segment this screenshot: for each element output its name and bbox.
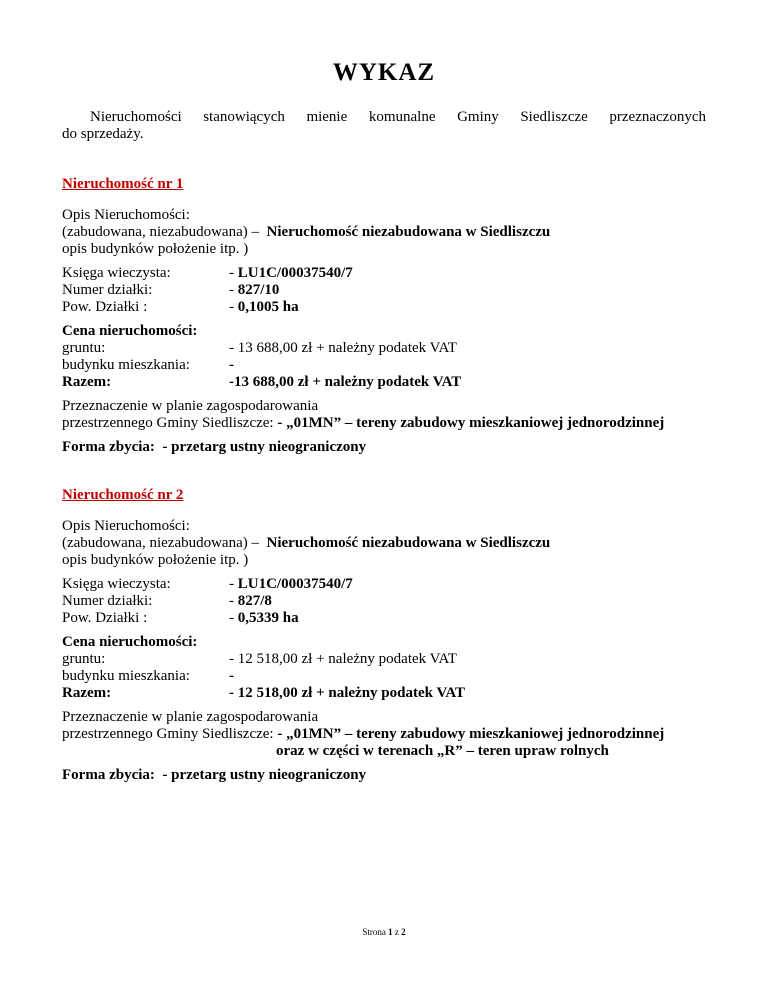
kw-value-wrap: - LU1C/00037540/7 (229, 265, 353, 281)
desc-line (62, 224, 706, 241)
razem-label: Razem: (62, 685, 112, 701)
price-label (62, 634, 706, 651)
intro-word: mienie (306, 109, 348, 125)
row-razem (62, 374, 706, 391)
dz-label: Numer działki: (62, 593, 153, 609)
intro-word: Siedliszcze (520, 109, 588, 125)
plan-line-1: Przeznaczenie w planie zagospodarowania (62, 398, 319, 414)
desc-value: Nieruchomość niezabudowana w Siedliszczu (266, 535, 551, 551)
desc-prefix: (zabudowana, niezabudowana) – (62, 224, 259, 240)
price-label-text: Cena nieruchomości: (62, 323, 198, 339)
row-pow (62, 299, 706, 316)
pow-label: Pow. Działki : (62, 299, 148, 315)
price-label-text: Cena nieruchomości: (62, 634, 198, 650)
price-label (62, 323, 706, 340)
row-dz (62, 282, 706, 299)
desc-prefix: (zabudowana, niezabudowana) – (62, 535, 259, 551)
grunt-value: - 13 688,00 zł + należny podatek VAT (229, 340, 457, 356)
price-group (62, 634, 706, 702)
property-section-1 (62, 176, 706, 456)
land-register-group (62, 265, 706, 316)
plan-line-1: Przeznaczenie w planie zagospodarowania (62, 709, 319, 725)
dz-value: 827/8 (237, 593, 272, 609)
row-razem (62, 685, 706, 702)
land-register-group (62, 576, 706, 627)
razem-label: Razem: (62, 374, 112, 390)
kw-value: LU1C/00037540/7 (237, 265, 353, 281)
dz-value: 827/10 (237, 282, 280, 298)
intro-word: komunalne (368, 109, 436, 125)
kw-value: LU1C/00037540/7 (237, 576, 353, 592)
kw-label: Księga wieczysta: (62, 576, 171, 592)
row-bud (62, 357, 706, 374)
footer-total: 2 (401, 927, 406, 937)
razem-value: - 12 518,00 zł + należny podatek VAT (229, 685, 466, 701)
grunt-label: gruntu: (62, 651, 106, 667)
pow-label: Pow. Działki : (62, 610, 148, 626)
plan-value: - „01MN” – tereny zabudowy mieszkaniowej jednorodzinnej (277, 726, 665, 742)
bud-label: budynku mieszkania: (62, 668, 190, 684)
property-description (62, 207, 706, 258)
row-kw (62, 576, 706, 593)
grunt-value: - 12 518,00 zł + należny podatek VAT (229, 651, 457, 667)
intro-word: Nieruchomości (90, 109, 182, 125)
razem-value: -13 688,00 zł + należny podatek VAT (229, 374, 462, 390)
plan-value: - „01MN” – tereny zabudowy mieszkaniowej jednorodzinnej (277, 415, 665, 431)
intro-line-2: do sprzedaży. (62, 126, 144, 142)
footer-page: 1 (388, 927, 393, 937)
intro-word: stanowiących (203, 109, 285, 125)
desc-label: Opis Nieruchomości: (62, 518, 190, 534)
pow-value: 0,5339 ha (237, 610, 299, 626)
bud-value: - (229, 668, 234, 684)
property-section-2 (62, 487, 706, 784)
pow-value-wrap: - 0,5339 ha (229, 610, 299, 626)
plan-group (62, 709, 706, 760)
footer-prefix: Strona (362, 927, 386, 937)
desc-value: Nieruchomość niezabudowana w Siedliszczu (266, 224, 551, 240)
property-heading: Nieruchomość nr 2 (62, 487, 184, 503)
intro-word: Gminy (457, 109, 499, 125)
desc-line-3: opis budynków położenie itp. ) (62, 552, 249, 568)
forma-label: Forma zbycia: (62, 439, 155, 455)
forma-value: - przetarg ustny nieograniczony (162, 439, 367, 455)
kw-value-wrap: - LU1C/00037540/7 (229, 576, 353, 592)
plan-group (62, 398, 706, 432)
page-footer (0, 924, 768, 941)
forma-label: Forma zbycia: (62, 767, 155, 783)
row-grunt (62, 340, 706, 357)
dz-value-wrap: - 827/10 (229, 282, 280, 298)
row-bud (62, 668, 706, 685)
pow-value: 0,1005 ha (237, 299, 299, 315)
forma-line (62, 439, 706, 456)
desc-line-3: opis budynków położenie itp. ) (62, 241, 249, 257)
dz-label: Numer działki: (62, 282, 153, 298)
plan-extra: oraz w części w terenach „R” – teren upraw rolnych (276, 743, 609, 759)
plan-line-2 (62, 415, 706, 432)
grunt-label: gruntu: (62, 340, 106, 356)
bud-value: - (229, 357, 234, 373)
plan-line-3 (62, 743, 706, 760)
plan-line-2 (62, 726, 706, 743)
desc-line (62, 535, 706, 552)
footer-sep: z (394, 927, 399, 937)
plan-prefix: przestrzennego Gminy Siedliszcze: (62, 726, 274, 742)
forma-line (62, 767, 706, 784)
intro-word: przeznaczonych (609, 109, 706, 125)
property-description (62, 518, 706, 569)
forma-value: - przetarg ustny nieograniczony (162, 767, 367, 783)
bud-label: budynku mieszkania: (62, 357, 190, 373)
pow-value-wrap: - 0,1005 ha (229, 299, 299, 315)
document-title: WYKAZ (332, 59, 436, 86)
dz-value-wrap: - 827/8 (229, 593, 272, 609)
intro-paragraph (62, 109, 706, 143)
plan-prefix: przestrzennego Gminy Siedliszcze: (62, 415, 274, 431)
row-kw (62, 265, 706, 282)
desc-label: Opis Nieruchomości: (62, 207, 190, 223)
intro-line-1 (62, 109, 706, 126)
row-dz (62, 593, 706, 610)
property-heading: Nieruchomość nr 1 (62, 176, 184, 192)
row-pow (62, 610, 706, 627)
price-group (62, 323, 706, 391)
row-grunt (62, 651, 706, 668)
kw-label: Księga wieczysta: (62, 265, 171, 281)
